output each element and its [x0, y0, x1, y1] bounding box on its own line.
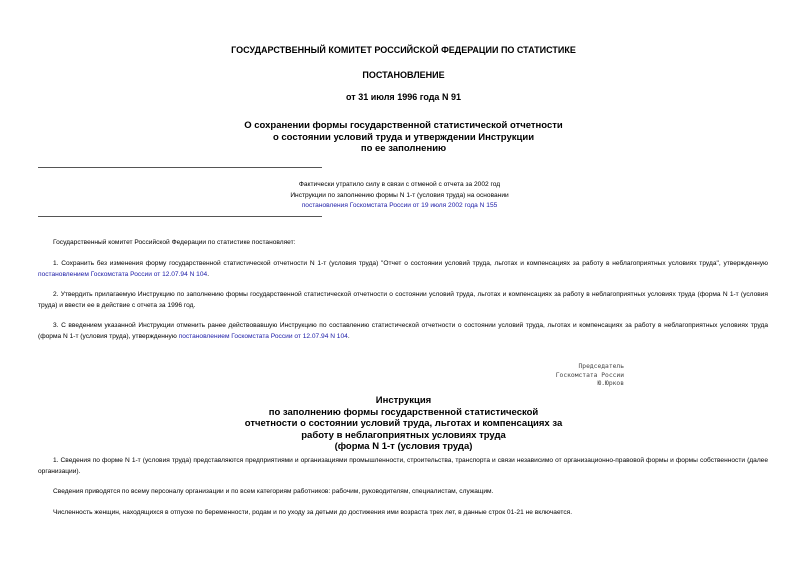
- document-title: [0, 120, 807, 155]
- status-note: [0, 180, 803, 212]
- document-date: от 31 июля 1996 года N 91: [346, 92, 461, 102]
- instruction-line-3: работу в неблагоприятных условиях труда: [301, 429, 506, 441]
- instruction-paragraph-2: Сведения приводятся по всему персоналу организации и по всем категориям работников: рабочим, руководителям, специалистам, служащим.: [53, 488, 494, 495]
- paragraph-2: 2. Утвердить прилагаемую Инструкцию по заполнению формы государственной статистической отчетности о состоянии условий труда, льготах и компенсациях за работу в неблагоприятных условиях труда (форма N 1-т (условия труда) и ввести ее в действие с отчета за 1996 год.: [38, 291, 768, 309]
- paragraph-3: [38, 321, 768, 343]
- divider-top: [38, 167, 322, 168]
- instruction-heading: Инструкция: [375, 395, 432, 406]
- title-line-2: о состоянии условий труда и утверждении Инструкции: [272, 131, 535, 143]
- instruction-line-4: (форма N 1-т (условия труда): [334, 441, 473, 452]
- paragraph-1: [38, 259, 768, 281]
- title-line-3: по ее заполнению: [360, 143, 447, 154]
- signature-block: [556, 363, 624, 389]
- paragraph-3-link[interactable]: постановлением Госкомстата России от 12.07.94 N 104: [178, 332, 348, 340]
- preamble: Государственный комитет Российской Федерации по статистике постановляет:: [53, 239, 296, 246]
- committee-name: ГОСУДАРСТВЕННЫЙ КОМИТЕТ РОССИЙСКОЙ ФЕДЕРАЦИИ ПО СТАТИСТИКЕ: [231, 45, 576, 55]
- instruction-paragraph-1: 1. Сведения по форме N 1-т (условия труда) представляются предприятиями и организациями промышленности, строительства, транспорта и связи независимо от организационно-правовой формы и формы собственности (далее организации).: [38, 457, 768, 475]
- paragraph-1-text: 1. Сохранить без изменения форму государственной статистической отчетности N 1-т (условия труда) "Отчет о состоянии условий труда, льготах и компенсациях за работу в неблагоприятных условиях труда", утвержденную: [53, 260, 768, 267]
- instruction-line-2: отчетности о состоянии условий труда, льготах и компенсациях за: [244, 418, 563, 429]
- signature-line-1: Председатель: [578, 363, 624, 370]
- instruction-title: [0, 395, 807, 453]
- title-line-1: О сохранении формы государственной статистической отчетности: [244, 120, 563, 131]
- instruction-paragraph-3: Численность женщин, находящихся в отпуске по беременности, родам и по уходу за детьми до достижения ими возраста трех лет, в данные строк 01-21 не включается.: [53, 509, 573, 516]
- paragraph-3-text: 3. С введением указанной Инструкции отменить ранее действовавшую Инструкцию по составлению статистической отчетности о состоянии условий труда, льготах и компенсациях за работу в неблагоприятных условиях труда (форма N 1-т (условия труда), утвержденную: [38, 322, 768, 340]
- signature-line-2: Госкомстата России: [555, 371, 624, 379]
- status-line-2: Инструкции по заполнению формы N 1-т (условия труда) на основании: [290, 191, 509, 199]
- paragraph-3-tail: .: [347, 332, 350, 340]
- signature-line-3: Ю.Юрков: [597, 380, 624, 388]
- divider-bottom: [38, 216, 322, 217]
- paragraph-1-link[interactable]: постановлением Госкомстата России от 12.07.94 N 104: [38, 270, 208, 278]
- instruction-line-1: по заполнению формы государственной статистической: [268, 406, 539, 418]
- paragraph-1-tail: .: [207, 270, 210, 278]
- status-line-1: Фактически утратило силу в связи с отменой с отчета за 2002 год: [298, 181, 501, 188]
- document-type: ПОСТАНОВЛЕНИЕ: [362, 70, 445, 80]
- status-link[interactable]: постановления Госкомстата России от 19 июля 2002 года N 155: [301, 202, 498, 209]
